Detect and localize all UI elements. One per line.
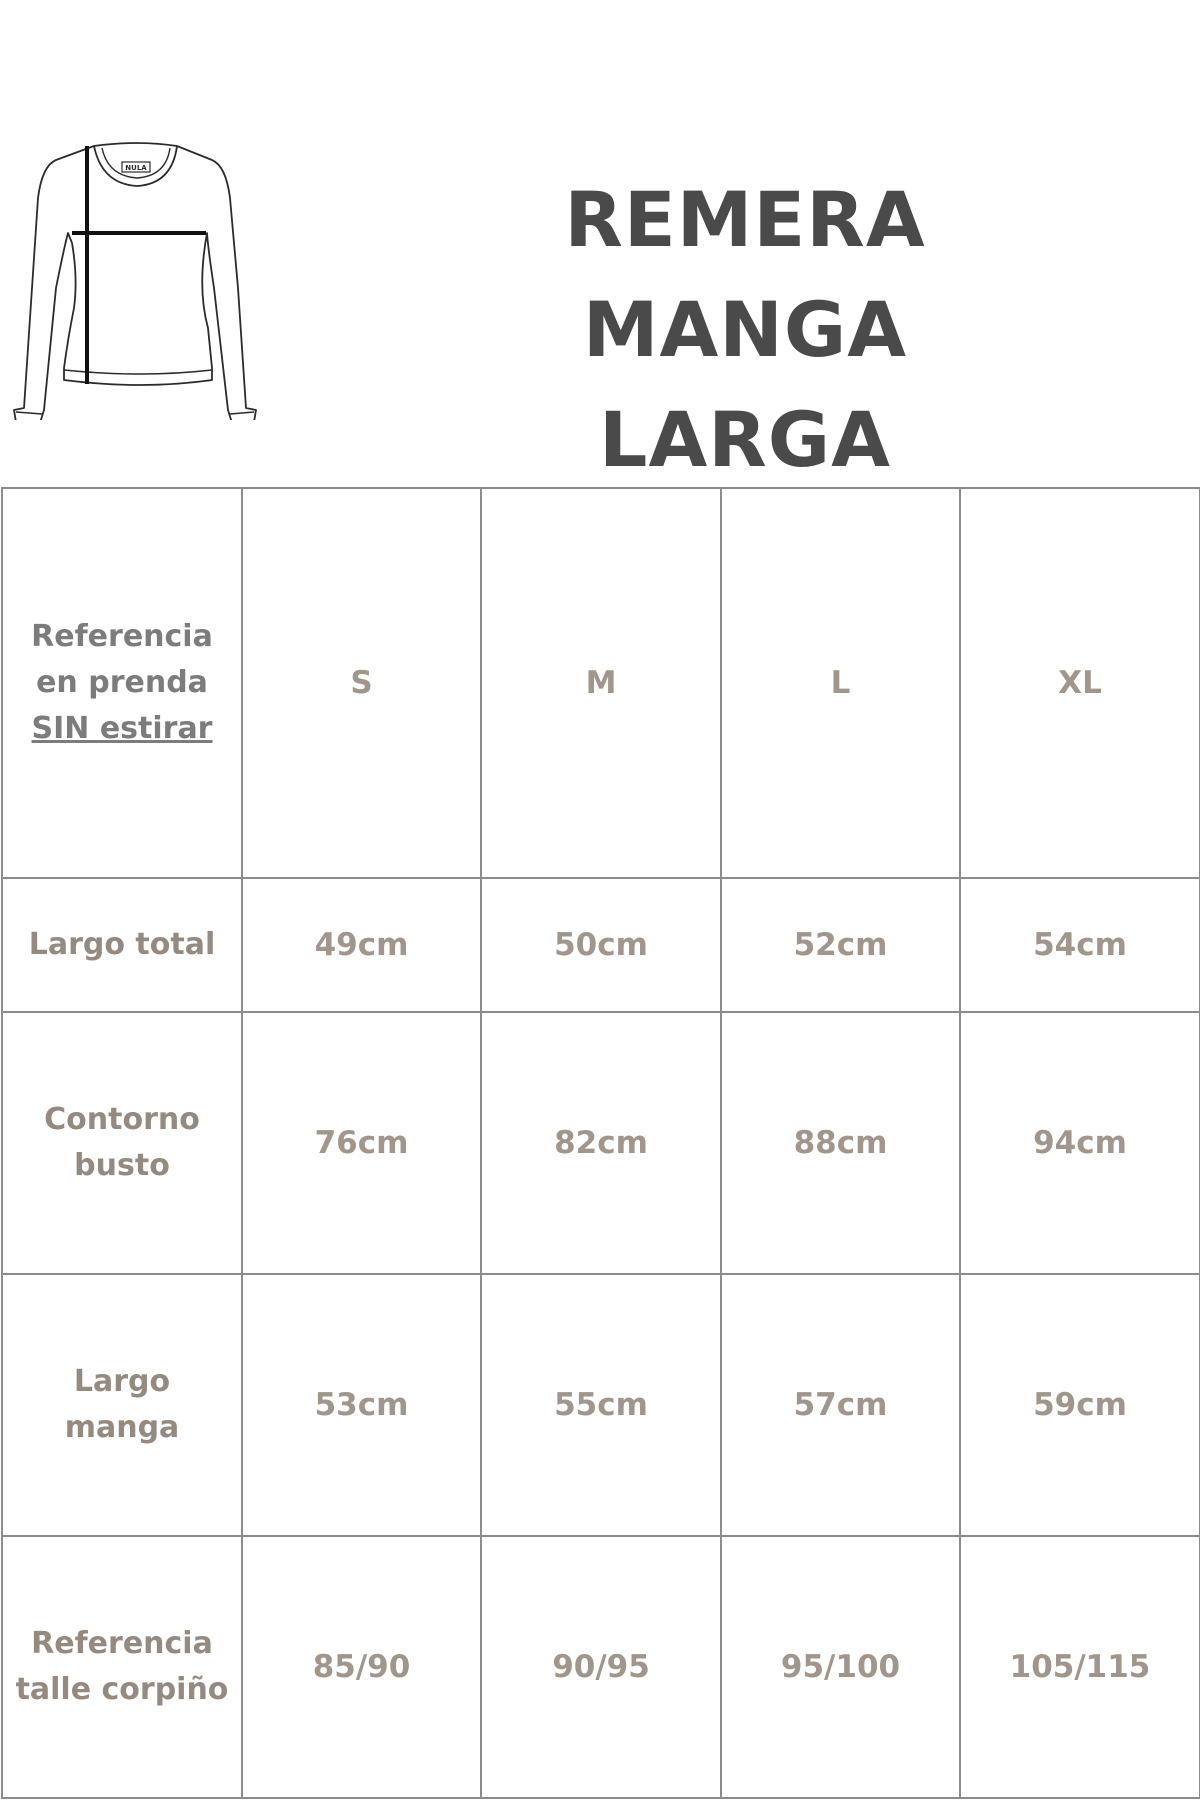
row-label-line: Largo total	[28, 927, 216, 963]
header	[0, 0, 1200, 487]
size-header-l: L	[721, 488, 960, 878]
logo-tag-text: NULA	[125, 164, 147, 172]
row-label-line: busto	[74, 1147, 170, 1183]
table-row	[2, 878, 1200, 1012]
size-table	[1, 487, 1200, 1799]
row-label-referencia-talle-corpino	[2, 1536, 242, 1798]
size-header-xl: XL	[960, 488, 1200, 878]
row-label-largo-total	[2, 878, 242, 1012]
table-cell: 59cm	[960, 1274, 1200, 1536]
table-cell: 105/115	[960, 1536, 1200, 1798]
table-cell: 53cm	[242, 1274, 481, 1536]
corner-line-2: en prenda	[36, 665, 208, 701]
table-cell: 49cm	[242, 878, 481, 1012]
table-cell: 50cm	[481, 878, 721, 1012]
table-cell: 88cm	[721, 1012, 960, 1274]
corner-line-3: SIN estirar	[31, 711, 213, 747]
table-cell: 90/95	[481, 1536, 721, 1798]
row-label-line: Largo	[73, 1363, 171, 1399]
size-header-row	[2, 488, 1200, 878]
long-sleeve-shirt-icon	[12, 138, 264, 420]
table-cell: 57cm	[721, 1274, 960, 1536]
table-cell: 94cm	[960, 1012, 1200, 1274]
table-cell: 82cm	[481, 1012, 721, 1274]
table-cell: 52cm	[721, 878, 960, 1012]
table-cell: 76cm	[242, 1012, 481, 1274]
size-header-s: S	[242, 488, 481, 878]
row-label-line: Contorno	[44, 1101, 200, 1137]
row-label-line: talle corpiño	[15, 1671, 229, 1707]
title-line-1: REMERA MANGA	[564, 175, 926, 374]
row-label-line: manga	[64, 1409, 180, 1445]
table-cell: 55cm	[481, 1274, 721, 1536]
table-cell: 85/90	[242, 1536, 481, 1798]
table-row	[2, 1012, 1200, 1274]
row-label-line: Referencia	[31, 1625, 213, 1661]
size-header-m: M	[481, 488, 721, 878]
table-cell: 95/100	[721, 1536, 960, 1798]
reference-corner-cell	[2, 488, 242, 878]
row-label-largo-manga	[2, 1274, 242, 1536]
table-cell: 54cm	[960, 878, 1200, 1012]
title-line-2: LARGA	[599, 395, 891, 484]
corner-line-1: Referencia	[31, 619, 213, 655]
row-label-contorno-busto	[2, 1012, 242, 1274]
table-row	[2, 1274, 1200, 1536]
page-title	[390, 165, 1100, 495]
table-row	[2, 1536, 1200, 1798]
